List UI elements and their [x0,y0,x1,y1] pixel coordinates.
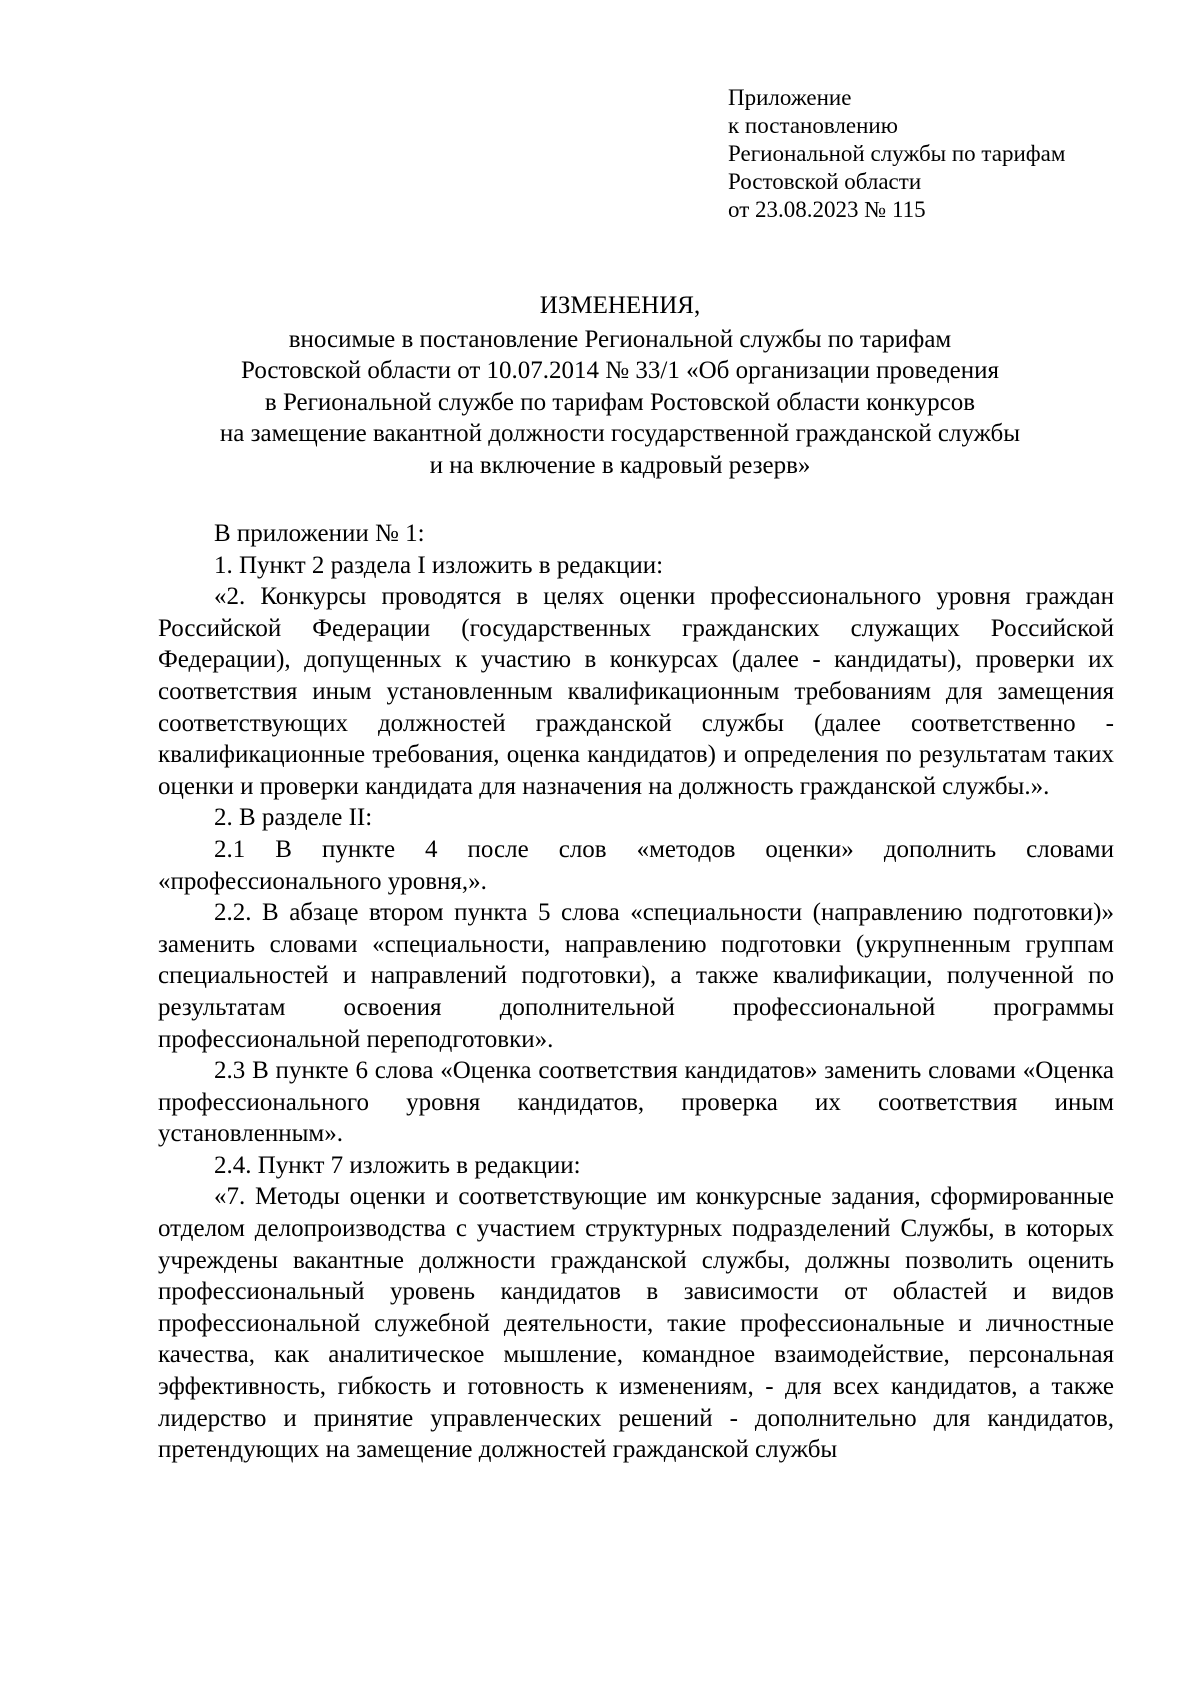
body-paragraph: 1. Пункт 2 раздела I изложить в редакции: [214,551,664,579]
heading-line: и на включение в кадровый резерв» [429,451,811,479]
body-paragraph: 2. В разделе II: [214,804,373,832]
document-body [158,518,1114,1466]
annex-block [728,84,1065,224]
annex-line: Ростовской области [728,169,922,194]
heading-line: Ростовской области от 10.07.2014 № 33/1 «Об организации проведения [241,357,999,385]
heading-line: в Региональной службе по тарифам Ростовской области конкурсов [264,388,976,416]
annex-line: Приложение [728,85,852,110]
heading-line: вносимые в постановление Региональной службы по тарифам [288,325,952,353]
annex-line: к постановлению [728,113,898,138]
body-paragraph: «2. Конкурсы проводятся в целях оценки профессионального уровня граждан Российской Федерации (государственных гражданских служащих Российской Федерации), допущенных к участию в конкурсах (далее - кандидаты), проверки их соответствия иным установленным квалификационным требованиям для замещения соответствующих должностей гражданской службы (далее соответственно - квалификационные требования, оценка кандидатов) и определения по результатам таких оценки и проверки кандидата для назначения на должность гражданской службы.». [158,583,1114,800]
annex-line: Региональной службы по тарифам [728,141,1066,166]
document-title: ИЗМЕНЕНИЯ, [539,292,701,319]
body-paragraph: В приложении № 1: [214,520,425,547]
body-paragraph: 2.3 В пункте 6 слова «Оценка соответствия кандидатов» заменить словами «Оценка профессионального уровня кандидатов, проверка их соответствия иным установленным». [158,1057,1114,1148]
heading-line: на замещение вакантной должности государственной гражданской службы [219,420,1021,448]
annex-date-number: от 23.08.2023 № 115 [728,197,926,222]
body-paragraph: «7. Методы оценки и соответствующие им конкурсные задания, сформированные отделом делопроизводства с участием структурных подразделений Службы, в которых учреждены вакантные должности гражданской службы, должны позволить оценить профессиональный уровень кандидатов в зависимости от областей и видов профессиональной служебной деятельности, такие профессиональные и личностные качества, как аналитическое мышление, командное взаимодействие, персональная эффективность, гибкость и готовность к изменениям, - для всех кандидатов, а также лидерство и принятие управленческих решений - дополнительно для кандидатов, претендующих на замещение должностей гражданской службы [158,1183,1114,1464]
document-heading [150,290,1090,482]
body-paragraph: 2.4. Пункт 7 изложить в редакции: [214,1151,581,1179]
body-paragraph: 2.1 В пункте 4 после слов «методов оценки» дополнить словами «профессионального уровня,». [158,835,1114,895]
body-paragraph: 2.2. В абзаце втором пункта 5 слова «специальности (направлению подготовки)» заменить словами «специальности, направлению подготовки (укрупненным группам специальностей и направлений подготовки), а также квалификации, полученной по результатам освоения дополнительной профессиональной программы профессиональной переподготовки». [158,899,1114,1053]
